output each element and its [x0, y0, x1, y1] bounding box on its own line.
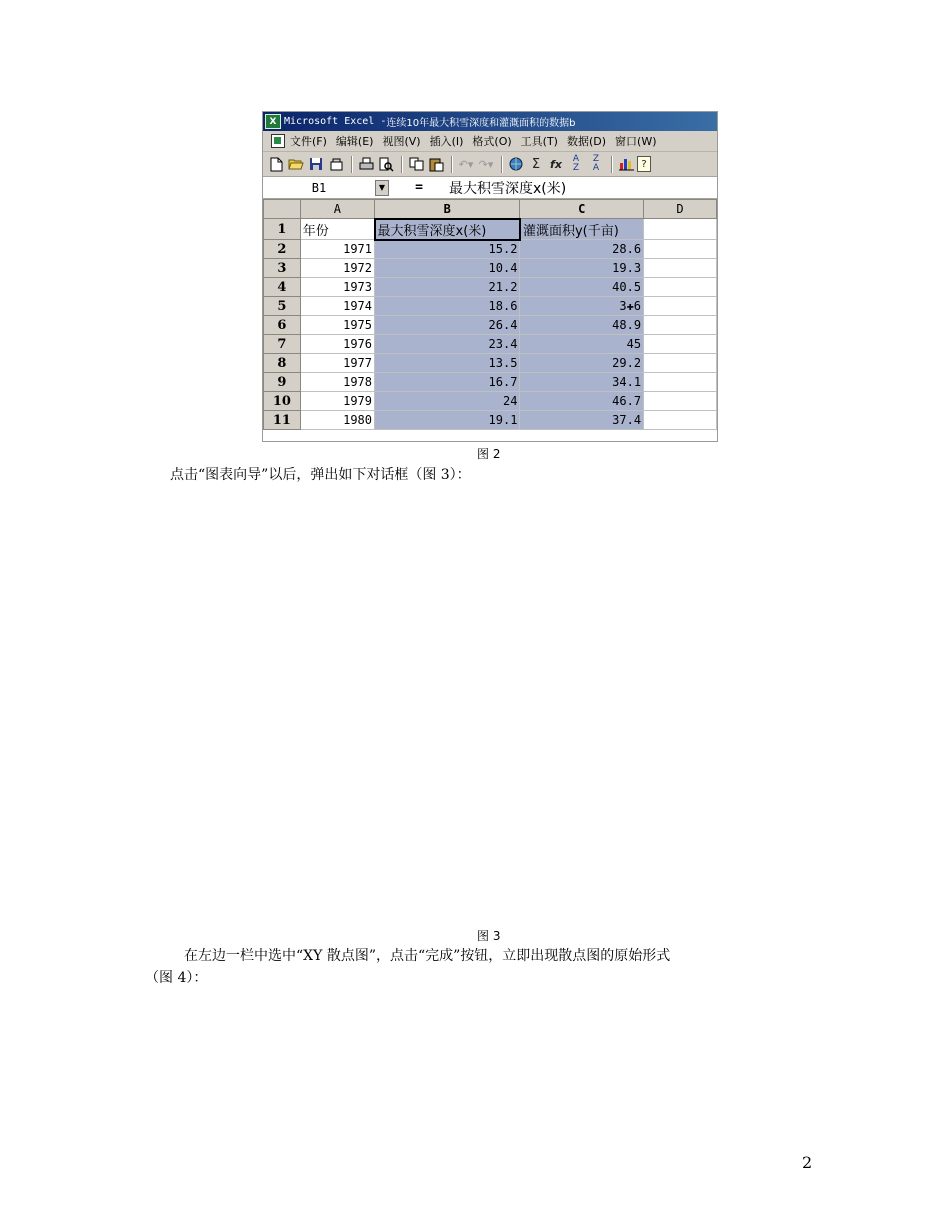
- cell-x[interactable]: 21.2: [375, 278, 520, 297]
- cell-year[interactable]: 1979: [300, 392, 374, 411]
- cell-x[interactable]: 24: [375, 392, 520, 411]
- row-header[interactable]: 8: [264, 354, 301, 373]
- function-icon[interactable]: fx: [550, 157, 562, 171]
- email-icon[interactable]: [327, 155, 345, 173]
- column-header-a[interactable]: A: [300, 200, 374, 219]
- copy-icon[interactable]: [407, 155, 425, 173]
- table-row: [264, 219, 717, 240]
- autosum-icon[interactable]: Σ: [531, 156, 541, 172]
- figure-2-caption: 图 2: [477, 447, 501, 461]
- cell-b1[interactable]: 最大积雪深度x(米): [375, 219, 520, 240]
- cell-x[interactable]: 18.6: [375, 297, 520, 316]
- cell-year[interactable]: 1977: [300, 354, 374, 373]
- cell-empty[interactable]: [644, 354, 717, 373]
- cell-empty[interactable]: [644, 259, 717, 278]
- row-header[interactable]: 6: [264, 316, 301, 335]
- cell-x[interactable]: 15.2: [375, 240, 520, 259]
- cell-a1[interactable]: 年份: [300, 219, 374, 240]
- print-preview-icon[interactable]: [377, 155, 395, 173]
- cell-empty[interactable]: [644, 392, 717, 411]
- excel-title-bar: [263, 112, 717, 131]
- spreadsheet-grid: [263, 199, 717, 430]
- row-header[interactable]: 4: [264, 278, 301, 297]
- select-all-corner[interactable]: [264, 200, 301, 219]
- cell-y[interactable]: 37.4: [520, 411, 644, 430]
- redo-icon[interactable]: ↷▾: [478, 157, 494, 171]
- chevron-down-icon[interactable]: ▼: [375, 180, 389, 196]
- row-header[interactable]: 2: [264, 240, 301, 259]
- cell-y[interactable]: 34.1: [520, 373, 644, 392]
- paste-icon[interactable]: [427, 155, 445, 173]
- formula-input[interactable]: 最大积雪深度x(米): [449, 180, 567, 197]
- window-title-app: Microsoft Excel -: [284, 116, 387, 127]
- help-icon[interactable]: ?: [637, 156, 651, 172]
- row-header[interactable]: 5: [264, 297, 301, 316]
- cell-year[interactable]: 1972: [300, 259, 374, 278]
- save-icon[interactable]: [307, 155, 325, 173]
- cell-y[interactable]: 45: [520, 335, 644, 354]
- menu-format[interactable]: 格式(O): [472, 135, 512, 148]
- cell-y[interactable]: 19.3: [520, 259, 644, 278]
- cell-year[interactable]: 1975: [300, 316, 374, 335]
- paragraph-scatter-line-1: 在左边一栏中选中“XY 散点图”，点击“完成”按钮，立即出现散点图的原始形式: [184, 948, 671, 964]
- toolbar-separator: [611, 156, 613, 173]
- cell-year[interactable]: 1971: [300, 240, 374, 259]
- formula-bar: [263, 177, 717, 199]
- row-header[interactable]: 11: [264, 411, 301, 430]
- undo-icon[interactable]: ↶▾: [458, 157, 474, 171]
- workbook-icon[interactable]: [271, 134, 285, 148]
- cell-year[interactable]: 1973: [300, 278, 374, 297]
- excel-app-icon: X: [265, 114, 281, 129]
- cell-y[interactable]: 28.6: [520, 240, 644, 259]
- name-box[interactable]: B1: [263, 179, 375, 197]
- cell-y[interactable]: 48.9: [520, 316, 644, 335]
- row-header[interactable]: 10: [264, 392, 301, 411]
- cell-y[interactable]: 29.2: [520, 354, 644, 373]
- table-row: [264, 297, 717, 316]
- toolbar-separator: [351, 156, 353, 173]
- table-row: [264, 335, 717, 354]
- sort-descending-icon[interactable]: Z A: [592, 154, 600, 173]
- toolbar-separator: [401, 156, 403, 173]
- cell-x[interactable]: 26.4: [375, 316, 520, 335]
- hyperlink-icon[interactable]: [507, 155, 525, 173]
- table-row: [264, 316, 717, 335]
- window-title-document: 连续10年最大积雪深度和灌溉面积的数据b: [386, 118, 576, 129]
- open-folder-icon[interactable]: [287, 155, 305, 173]
- column-header-row: [264, 200, 717, 219]
- excel-screenshot: [262, 111, 718, 442]
- menu-view[interactable]: 视图(V): [382, 135, 421, 148]
- cell-year[interactable]: 1978: [300, 373, 374, 392]
- cell-y[interactable]: 40.5: [520, 278, 644, 297]
- cell-empty[interactable]: [644, 297, 717, 316]
- cell-empty[interactable]: [644, 335, 717, 354]
- cell-d1[interactable]: [644, 219, 717, 240]
- table-row: [264, 392, 717, 411]
- menu-file[interactable]: 文件(F): [290, 135, 327, 148]
- toolbar-separator: [451, 156, 453, 173]
- paragraph-scatter-line-2: （图 4）：: [145, 970, 208, 986]
- cell-empty[interactable]: [644, 316, 717, 335]
- menu-edit[interactable]: 编辑(E): [335, 135, 374, 148]
- toolbar-separator: [501, 156, 503, 173]
- cell-x[interactable]: 19.1: [375, 411, 520, 430]
- menu-tools[interactable]: 工具(T): [520, 135, 558, 148]
- menu-insert[interactable]: 插入(I): [429, 135, 464, 148]
- column-header-b[interactable]: B: [375, 200, 520, 219]
- table-row: [264, 240, 717, 259]
- formula-equals-button[interactable]: =: [415, 180, 423, 195]
- cell-x[interactable]: 16.7: [375, 373, 520, 392]
- row-header[interactable]: 1: [264, 219, 301, 240]
- cell-empty[interactable]: [644, 240, 717, 259]
- menu-window[interactable]: 窗口(W): [615, 135, 657, 148]
- column-header-d[interactable]: D: [644, 200, 717, 219]
- standard-toolbar: [263, 152, 717, 177]
- cell-x[interactable]: 23.4: [375, 335, 520, 354]
- cell-y[interactable]: 3✚6: [520, 297, 644, 316]
- cell-c1[interactable]: 灌溉面积y(千亩): [520, 219, 644, 240]
- column-header-c[interactable]: C: [520, 200, 644, 219]
- figure-3-caption: 图 3: [477, 929, 501, 943]
- cell-year[interactable]: 1974: [300, 297, 374, 316]
- cell-year[interactable]: 1976: [300, 335, 374, 354]
- cell-empty[interactable]: [644, 411, 717, 430]
- cell-year[interactable]: 1980: [300, 411, 374, 430]
- menu-data[interactable]: 数据(D): [566, 135, 607, 148]
- row-header[interactable]: 7: [264, 335, 301, 354]
- chart-wizard-icon[interactable]: [617, 155, 635, 173]
- table-row: [264, 278, 717, 297]
- table-row: [264, 354, 717, 373]
- sort-ascending-icon[interactable]: A Z: [572, 154, 580, 173]
- page-number: 2: [802, 1153, 813, 1172]
- cell-empty[interactable]: [644, 278, 717, 297]
- paragraph-chart-wizard: 点击“图表向导”以后，弹出如下对话框（图 3）：: [170, 467, 471, 483]
- row-header[interactable]: 9: [264, 373, 301, 392]
- cell-y[interactable]: 46.7: [520, 392, 644, 411]
- print-icon[interactable]: [357, 155, 375, 173]
- cell-empty[interactable]: [644, 373, 717, 392]
- row-header[interactable]: 3: [264, 259, 301, 278]
- menu-bar: [263, 131, 717, 152]
- table-row: [264, 259, 717, 278]
- cell-x[interactable]: 13.5: [375, 354, 520, 373]
- cell-x[interactable]: 10.4: [375, 259, 520, 278]
- new-file-icon[interactable]: [267, 155, 285, 173]
- table-row: [264, 373, 717, 392]
- table-row: [264, 411, 717, 430]
